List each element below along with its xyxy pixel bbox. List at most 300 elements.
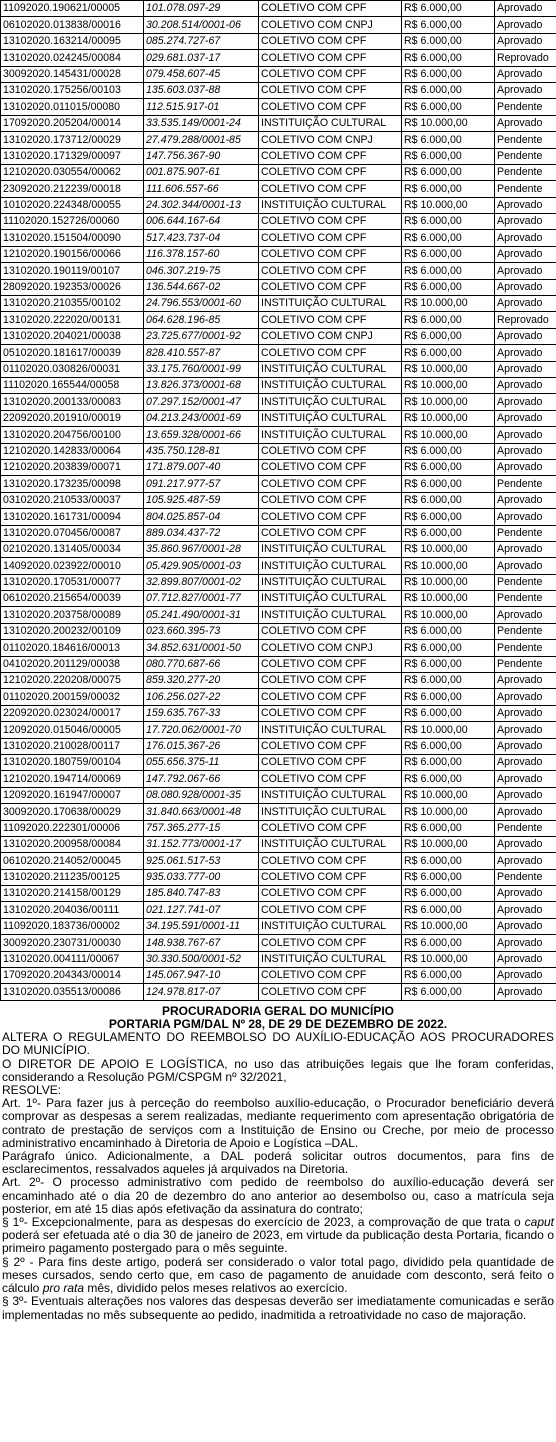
document-cell: 111.606.557-66 xyxy=(144,181,259,197)
value-cell: R$ 6.000,00 xyxy=(402,640,495,656)
status-cell: Aprovado xyxy=(495,951,556,967)
category-cell: INSTITUIÇÃO CULTURAL xyxy=(259,574,402,590)
protocol-cell: 11092020.183736/00002 xyxy=(1,918,144,934)
protocol-cell: 13102020.175256/00103 xyxy=(1,82,144,98)
status-cell: Aprovado xyxy=(495,1,556,17)
category-cell: INSTITUIÇÃO CULTURAL xyxy=(259,558,402,574)
table-row xyxy=(1,279,556,295)
document-cell: 804.025.857-04 xyxy=(144,509,259,525)
status-cell: Aprovado xyxy=(495,541,556,557)
protocol-cell: 13102020.011015/00080 xyxy=(1,99,144,115)
value-cell: R$ 6.000,00 xyxy=(402,132,495,148)
value-cell: R$ 6.000,00 xyxy=(402,181,495,197)
category-cell: COLETIVO COM CPF xyxy=(259,164,402,180)
protocol-cell: 12102020.220208/00075 xyxy=(1,673,144,689)
document-cell: 064.628.196-85 xyxy=(144,312,259,328)
category-cell: INSTITUIÇÃO CULTURAL xyxy=(259,722,402,738)
category-cell: COLETIVO COM CPF xyxy=(259,853,402,869)
value-cell: R$ 6.000,00 xyxy=(402,148,495,164)
value-cell: R$ 6.000,00 xyxy=(402,312,495,328)
document-cell: 159.635.767-33 xyxy=(144,705,259,721)
protocol-cell: 13102020.203758/00089 xyxy=(1,607,144,623)
table-row xyxy=(1,296,556,312)
status-cell: Aprovado xyxy=(495,459,556,475)
paragraph-1-caput: caput xyxy=(524,1215,554,1230)
category-cell: COLETIVO COM CPF xyxy=(259,738,402,754)
category-cell: INSTITUIÇÃO CULTURAL xyxy=(259,591,402,607)
document-cell: 935.033.777-00 xyxy=(144,869,259,885)
protocol-cell: 13102020.070456/00087 xyxy=(1,525,144,541)
value-cell: R$ 10.000,00 xyxy=(402,558,495,574)
status-cell: Pendente xyxy=(495,164,556,180)
status-cell: Aprovado xyxy=(495,115,556,131)
protocol-cell: 04102020.201129/00038 xyxy=(1,656,144,672)
value-cell: R$ 6.000,00 xyxy=(402,443,495,459)
value-cell: R$ 6.000,00 xyxy=(402,164,495,180)
table-row xyxy=(1,345,556,361)
document-cell: 33.175.760/0001-99 xyxy=(144,361,259,377)
portaria-text xyxy=(0,1001,556,1322)
table-row xyxy=(1,246,556,262)
table-row xyxy=(1,673,556,689)
document-cell: 055.656.375-11 xyxy=(144,754,259,770)
table-row xyxy=(1,558,556,574)
value-cell: R$ 6.000,00 xyxy=(402,99,495,115)
protocol-cell: 23092020.212239/00018 xyxy=(1,181,144,197)
document-cell: 147.792.067-66 xyxy=(144,771,259,787)
category-cell: INSTITUIÇÃO CULTURAL xyxy=(259,607,402,623)
status-cell: Aprovado xyxy=(495,754,556,770)
protocol-cell: 13102020.210028/00117 xyxy=(1,738,144,754)
protocol-cell: 06102020.214052/00045 xyxy=(1,853,144,869)
document-cell: 757.365.277-15 xyxy=(144,820,259,836)
article-1: Art. 1º- Para fazer jus à perceção do reembolso auxílio-educação, o Procurador beneficiário deverá comprovar as despesas a serem realizadas, mediante requerimento com apresentação obrigatória de contrato de prestação de serviços com a Instituição de Ensino ou Creche, por meio de processo administrativo encaminhado à Diretoria de Apoio e Logística –DAL. xyxy=(2,1096,554,1150)
protocol-cell: 13102020.200133/00083 xyxy=(1,394,144,410)
category-cell: INSTITUIÇÃO CULTURAL xyxy=(259,836,402,852)
document-cell: 889.034.437-72 xyxy=(144,525,259,541)
document-cell: 859.320.277-20 xyxy=(144,673,259,689)
category-cell: COLETIVO COM CPF xyxy=(259,869,402,885)
value-cell: R$ 6.000,00 xyxy=(402,689,495,705)
category-cell: INSTITUIÇÃO CULTURAL xyxy=(259,918,402,934)
status-cell: Pendente xyxy=(495,99,556,115)
table-row xyxy=(1,410,556,426)
table-row xyxy=(1,17,556,33)
value-cell: R$ 6.000,00 xyxy=(402,476,495,492)
value-cell: R$ 6.000,00 xyxy=(402,771,495,787)
status-cell: Pendente xyxy=(495,623,556,639)
category-cell: COLETIVO COM CPF xyxy=(259,459,402,475)
status-cell: Pendente xyxy=(495,476,556,492)
category-cell: COLETIVO COM CPF xyxy=(259,689,402,705)
document-cell: 105.925.487-59 xyxy=(144,492,259,508)
value-cell: R$ 6.000,00 xyxy=(402,935,495,951)
table-row xyxy=(1,312,556,328)
table-row xyxy=(1,541,556,557)
value-cell: R$ 6.000,00 xyxy=(402,328,495,344)
value-cell: R$ 6.000,00 xyxy=(402,492,495,508)
table-row xyxy=(1,263,556,279)
document-cell: 31.840.663/0001-48 xyxy=(144,804,259,820)
value-cell: R$ 6.000,00 xyxy=(402,279,495,295)
value-cell: R$ 6.000,00 xyxy=(402,459,495,475)
document-cell: 101.078.097-29 xyxy=(144,1,259,17)
category-cell: COLETIVO COM CPF xyxy=(259,1,402,17)
table-row xyxy=(1,66,556,82)
document-cell: 04.213.243/0001-69 xyxy=(144,410,259,426)
paragraph-2-text-a: § 2º - Para fins deste artigo, poderá ser considerado o valor total pago, dividido pela quantidade de meses cursados, sendo certo que, em caso de pagamento de anuidade com desconto, será feito o cálculo xyxy=(2,1254,554,1296)
value-cell: R$ 6.000,00 xyxy=(402,33,495,49)
category-cell: COLETIVO COM CPF xyxy=(259,246,402,262)
value-cell: R$ 6.000,00 xyxy=(402,623,495,639)
value-cell: R$ 10.000,00 xyxy=(402,541,495,557)
category-cell: COLETIVO COM CPF xyxy=(259,984,402,1000)
protocol-cell: 11102020.165544/00058 xyxy=(1,377,144,393)
protocol-cell: 01102020.030826/00031 xyxy=(1,361,144,377)
category-cell: INSTITUIÇÃO CULTURAL xyxy=(259,394,402,410)
protocol-cell: 13102020.151504/00090 xyxy=(1,230,144,246)
value-cell: R$ 6.000,00 xyxy=(402,66,495,82)
document-cell: 106.256.027-22 xyxy=(144,689,259,705)
status-cell: Pendente xyxy=(495,148,556,164)
table-row xyxy=(1,82,556,98)
category-cell: INSTITUIÇÃO CULTURAL xyxy=(259,361,402,377)
protocol-cell: 30092020.170638/00029 xyxy=(1,804,144,820)
paragraph-1 xyxy=(2,1216,554,1256)
document-cell: 135.603.037-88 xyxy=(144,82,259,98)
document-cell: 35.860.967/0001-28 xyxy=(144,541,259,557)
status-cell: Aprovado xyxy=(495,705,556,721)
document-cell: 24.302.344/0001-13 xyxy=(144,197,259,213)
status-cell: Aprovado xyxy=(495,328,556,344)
value-cell: R$ 6.000,00 xyxy=(402,705,495,721)
protocol-cell: 30092020.145431/00028 xyxy=(1,66,144,82)
category-cell: COLETIVO COM CPF xyxy=(259,820,402,836)
table-row xyxy=(1,623,556,639)
status-cell: Aprovado xyxy=(495,607,556,623)
document-cell: 08.080.928/0001-35 xyxy=(144,787,259,803)
value-cell: R$ 10.000,00 xyxy=(402,574,495,590)
table-row xyxy=(1,656,556,672)
status-cell: Aprovado xyxy=(495,279,556,295)
document-cell: 023.660.395-73 xyxy=(144,623,259,639)
category-cell: INSTITUIÇÃO CULTURAL xyxy=(259,296,402,312)
value-cell: R$ 6.000,00 xyxy=(402,984,495,1000)
table-row xyxy=(1,148,556,164)
value-cell: R$ 10.000,00 xyxy=(402,836,495,852)
protocol-cell: 22092020.201910/00019 xyxy=(1,410,144,426)
preamble: O DIRETOR DE APOIO E LOGÍSTICA, no uso das atribuições legais que lhe foram conferidas, considerando a Resolução PGM/CSPGM nº 32/2021, xyxy=(2,1056,554,1084)
protocol-cell: 13102020.211235/00125 xyxy=(1,869,144,885)
document-cell: 23.725.677/0001-92 xyxy=(144,328,259,344)
table-row xyxy=(1,574,556,590)
status-cell: Reprovado xyxy=(495,50,556,66)
status-cell: Aprovado xyxy=(495,66,556,82)
value-cell: R$ 6.000,00 xyxy=(402,50,495,66)
value-cell: R$ 6.000,00 xyxy=(402,853,495,869)
status-cell: Aprovado xyxy=(495,197,556,213)
table-row xyxy=(1,328,556,344)
document-cell: 124.978.817-07 xyxy=(144,984,259,1000)
status-cell: Pendente xyxy=(495,132,556,148)
category-cell: INSTITUIÇÃO CULTURAL xyxy=(259,951,402,967)
document-cell: 30.208.514/0001-06 xyxy=(144,17,259,33)
document-cell: 07.712.827/0001-77 xyxy=(144,591,259,607)
table-row xyxy=(1,869,556,885)
protocol-cell: 03102020.210533/00037 xyxy=(1,492,144,508)
category-cell: COLETIVO COM CPF xyxy=(259,623,402,639)
value-cell: R$ 6.000,00 xyxy=(402,230,495,246)
table-row xyxy=(1,1,556,17)
status-cell: Aprovado xyxy=(495,558,556,574)
status-cell: Pendente xyxy=(495,181,556,197)
value-cell: R$ 10.000,00 xyxy=(402,410,495,426)
document-cell: 001.875.907-61 xyxy=(144,164,259,180)
protocol-cell: 11092020.190621/00005 xyxy=(1,1,144,17)
status-cell: Aprovado xyxy=(495,673,556,689)
status-cell: Aprovado xyxy=(495,345,556,361)
status-cell: Pendente xyxy=(495,656,556,672)
document-cell: 046.307.219-75 xyxy=(144,263,259,279)
table-row xyxy=(1,591,556,607)
category-cell: INSTITUIÇÃO CULTURAL xyxy=(259,115,402,131)
status-cell: Aprovado xyxy=(495,738,556,754)
table-row xyxy=(1,476,556,492)
category-cell: COLETIVO COM CPF xyxy=(259,656,402,672)
category-cell: COLETIVO COM CPF xyxy=(259,279,402,295)
protocol-cell: 13102020.180759/00104 xyxy=(1,754,144,770)
table-row xyxy=(1,820,556,836)
value-cell: R$ 10.000,00 xyxy=(402,197,495,213)
status-cell: Aprovado xyxy=(495,230,556,246)
document-cell: 435.750.128-81 xyxy=(144,443,259,459)
status-cell: Pendente xyxy=(495,869,556,885)
protocol-cell: 06102020.013838/00016 xyxy=(1,17,144,33)
table-row xyxy=(1,705,556,721)
category-cell: COLETIVO COM CNPJ xyxy=(259,328,402,344)
table-row xyxy=(1,492,556,508)
paragraph-1-text-c: poderá ser efetuada até o dia 30 de janeiro de 2023, em virtude da publicação desta Portaria, ficando o primeiro pagamento postergado para o mês seguinte. xyxy=(2,1228,554,1256)
table-row xyxy=(1,984,556,1000)
status-cell: Pendente xyxy=(495,574,556,590)
protocol-cell: 10102020.224348/00055 xyxy=(1,197,144,213)
protocol-cell: 13102020.173712/00029 xyxy=(1,132,144,148)
resolve: RESOLVE: xyxy=(2,1083,62,1098)
table-row xyxy=(1,738,556,754)
category-cell: COLETIVO COM CPF xyxy=(259,50,402,66)
value-cell: R$ 10.000,00 xyxy=(402,296,495,312)
category-cell: COLETIVO COM CPF xyxy=(259,509,402,525)
table-row xyxy=(1,640,556,656)
category-cell: COLETIVO COM CPF xyxy=(259,312,402,328)
table-row xyxy=(1,459,556,475)
value-cell: R$ 6.000,00 xyxy=(402,820,495,836)
document-cell: 147.756.367-90 xyxy=(144,148,259,164)
document-cell: 116.378.157-60 xyxy=(144,246,259,262)
category-cell: COLETIVO COM CPF xyxy=(259,181,402,197)
value-cell: R$ 10.000,00 xyxy=(402,918,495,934)
table-row xyxy=(1,771,556,787)
table-row xyxy=(1,918,556,934)
document-cell: 33.535.149/0001-24 xyxy=(144,115,259,131)
document-cell: 32.899.807/0001-02 xyxy=(144,574,259,590)
status-cell: Aprovado xyxy=(495,33,556,49)
table-row xyxy=(1,361,556,377)
category-cell: COLETIVO COM CPF xyxy=(259,968,402,984)
table-row xyxy=(1,951,556,967)
table-row xyxy=(1,427,556,443)
category-cell: COLETIVO COM CPF xyxy=(259,673,402,689)
value-cell: R$ 10.000,00 xyxy=(402,394,495,410)
table-row xyxy=(1,853,556,869)
value-cell: R$ 10.000,00 xyxy=(402,115,495,131)
status-cell: Aprovado xyxy=(495,918,556,934)
document-cell: 136.544.667-02 xyxy=(144,279,259,295)
category-cell: COLETIVO COM CPF xyxy=(259,230,402,246)
document-cell: 17.720.062/0001-70 xyxy=(144,722,259,738)
status-cell: Aprovado xyxy=(495,836,556,852)
protocol-cell: 01102020.184616/00013 xyxy=(1,640,144,656)
category-cell: INSTITUIÇÃO CULTURAL xyxy=(259,541,402,557)
table-row xyxy=(1,132,556,148)
table-row xyxy=(1,164,556,180)
document-cell: 145.067.947-10 xyxy=(144,968,259,984)
category-cell: COLETIVO COM CPF xyxy=(259,443,402,459)
status-cell: Aprovado xyxy=(495,968,556,984)
value-cell: R$ 6.000,00 xyxy=(402,345,495,361)
protocol-cell: 28092020.192353/00026 xyxy=(1,279,144,295)
status-cell: Aprovado xyxy=(495,902,556,918)
paragraph-2-pro-rata: pro rata xyxy=(42,1281,85,1296)
category-cell: COLETIVO COM CNPJ xyxy=(259,640,402,656)
value-cell: R$ 6.000,00 xyxy=(402,525,495,541)
table-row xyxy=(1,115,556,131)
category-cell: INSTITUIÇÃO CULTURAL xyxy=(259,197,402,213)
value-cell: R$ 6.000,00 xyxy=(402,738,495,754)
category-cell: COLETIVO COM CPF xyxy=(259,492,402,508)
protocol-cell: 01102020.200159/00032 xyxy=(1,689,144,705)
value-cell: R$ 10.000,00 xyxy=(402,951,495,967)
document-cell: 091.217.977-57 xyxy=(144,476,259,492)
protocol-cell: 12102020.194714/00069 xyxy=(1,771,144,787)
document-cell: 021.127.741-07 xyxy=(144,902,259,918)
protocol-cell: 13102020.210355/00102 xyxy=(1,296,144,312)
category-cell: COLETIVO COM CPF xyxy=(259,525,402,541)
protocol-cell: 13102020.035513/00086 xyxy=(1,984,144,1000)
status-cell: Aprovado xyxy=(495,722,556,738)
table-row xyxy=(1,394,556,410)
protocol-cell: 30092020.230731/00030 xyxy=(1,935,144,951)
protocol-cell: 13102020.171329/00097 xyxy=(1,148,144,164)
document-cell: 30.330.500/0001-52 xyxy=(144,951,259,967)
status-cell: Aprovado xyxy=(495,246,556,262)
value-cell: R$ 6.000,00 xyxy=(402,902,495,918)
category-cell: COLETIVO COM CPF xyxy=(259,263,402,279)
table-row xyxy=(1,787,556,803)
protocol-cell: 22092020.023024/00017 xyxy=(1,705,144,721)
document-cell: 27.479.288/0001-85 xyxy=(144,132,259,148)
category-cell: INSTITUIÇÃO CULTURAL xyxy=(259,787,402,803)
table-row xyxy=(1,509,556,525)
status-cell: Aprovado xyxy=(495,263,556,279)
document-cell: 13.659.328/0001-66 xyxy=(144,427,259,443)
portaria-title: PORTARIA PGM/DAL Nº 28, DE 29 DE DEZEMBRO DE 2022. xyxy=(108,1017,448,1032)
status-cell: Aprovado xyxy=(495,689,556,705)
protocol-cell: 13102020.190119/00107 xyxy=(1,263,144,279)
document-cell: 085.274.727-67 xyxy=(144,33,259,49)
document-cell: 080.770.687-66 xyxy=(144,656,259,672)
protocol-cell: 06102020.215654/00039 xyxy=(1,591,144,607)
protocol-cell: 13102020.214158/00129 xyxy=(1,886,144,902)
value-cell: R$ 10.000,00 xyxy=(402,591,495,607)
results-table-body xyxy=(1,1,556,1001)
document-cell: 079.458.607-45 xyxy=(144,66,259,82)
status-cell: Aprovado xyxy=(495,410,556,426)
protocol-cell: 13102020.163214/00095 xyxy=(1,33,144,49)
protocol-cell: 12102020.142833/00064 xyxy=(1,443,144,459)
protocol-cell: 17092020.205204/00014 xyxy=(1,115,144,131)
table-row xyxy=(1,377,556,393)
status-cell: Pendente xyxy=(495,591,556,607)
table-row xyxy=(1,935,556,951)
table-row xyxy=(1,836,556,852)
status-cell: Pendente xyxy=(495,820,556,836)
value-cell: R$ 6.000,00 xyxy=(402,17,495,33)
document-cell: 05.241.490/0001-31 xyxy=(144,607,259,623)
value-cell: R$ 6.000,00 xyxy=(402,869,495,885)
table-row xyxy=(1,50,556,66)
value-cell: R$ 10.000,00 xyxy=(402,804,495,820)
document-cell: 171.879.007-40 xyxy=(144,459,259,475)
value-cell: R$ 6.000,00 xyxy=(402,968,495,984)
protocol-cell: 12092020.015046/00005 xyxy=(1,722,144,738)
table-row xyxy=(1,968,556,984)
protocol-cell: 11102020.152726/00060 xyxy=(1,214,144,230)
protocol-cell: 13102020.222020/00131 xyxy=(1,312,144,328)
status-cell: Aprovado xyxy=(495,886,556,902)
value-cell: R$ 6.000,00 xyxy=(402,214,495,230)
category-cell: COLETIVO COM CPF xyxy=(259,33,402,49)
status-cell: Aprovado xyxy=(495,804,556,820)
table-row xyxy=(1,197,556,213)
document-cell: 517.423.737-04 xyxy=(144,230,259,246)
protocol-cell: 13102020.204021/00038 xyxy=(1,328,144,344)
document-cell: 029.681.037-17 xyxy=(144,50,259,66)
category-cell: COLETIVO COM CPF xyxy=(259,82,402,98)
category-cell: INSTITUIÇÃO CULTURAL xyxy=(259,377,402,393)
status-cell: Aprovado xyxy=(495,361,556,377)
protocol-cell: 13102020.204756/00100 xyxy=(1,427,144,443)
section-heading: PROCURADORIA GERAL DO MUNICÍPIO xyxy=(161,1003,394,1018)
category-cell: COLETIVO COM CPF xyxy=(259,99,402,115)
value-cell: R$ 6.000,00 xyxy=(402,886,495,902)
protocol-cell: 13102020.204036/00111 xyxy=(1,902,144,918)
paragraph-2-text-c: mês, dividido pelos meses relativos ao exercício. xyxy=(84,1281,348,1296)
status-cell: Pendente xyxy=(495,525,556,541)
table-row xyxy=(1,886,556,902)
value-cell: R$ 6.000,00 xyxy=(402,82,495,98)
table-row xyxy=(1,607,556,623)
protocol-cell: 12102020.203839/00071 xyxy=(1,459,144,475)
protocol-cell: 13102020.004111/00067 xyxy=(1,951,144,967)
status-cell: Pendente xyxy=(495,640,556,656)
value-cell: R$ 10.000,00 xyxy=(402,427,495,443)
value-cell: R$ 6.000,00 xyxy=(402,246,495,262)
protocol-cell: 14092020.023922/00010 xyxy=(1,558,144,574)
paragraph-2 xyxy=(2,1256,554,1296)
value-cell: R$ 10.000,00 xyxy=(402,607,495,623)
table-row xyxy=(1,689,556,705)
